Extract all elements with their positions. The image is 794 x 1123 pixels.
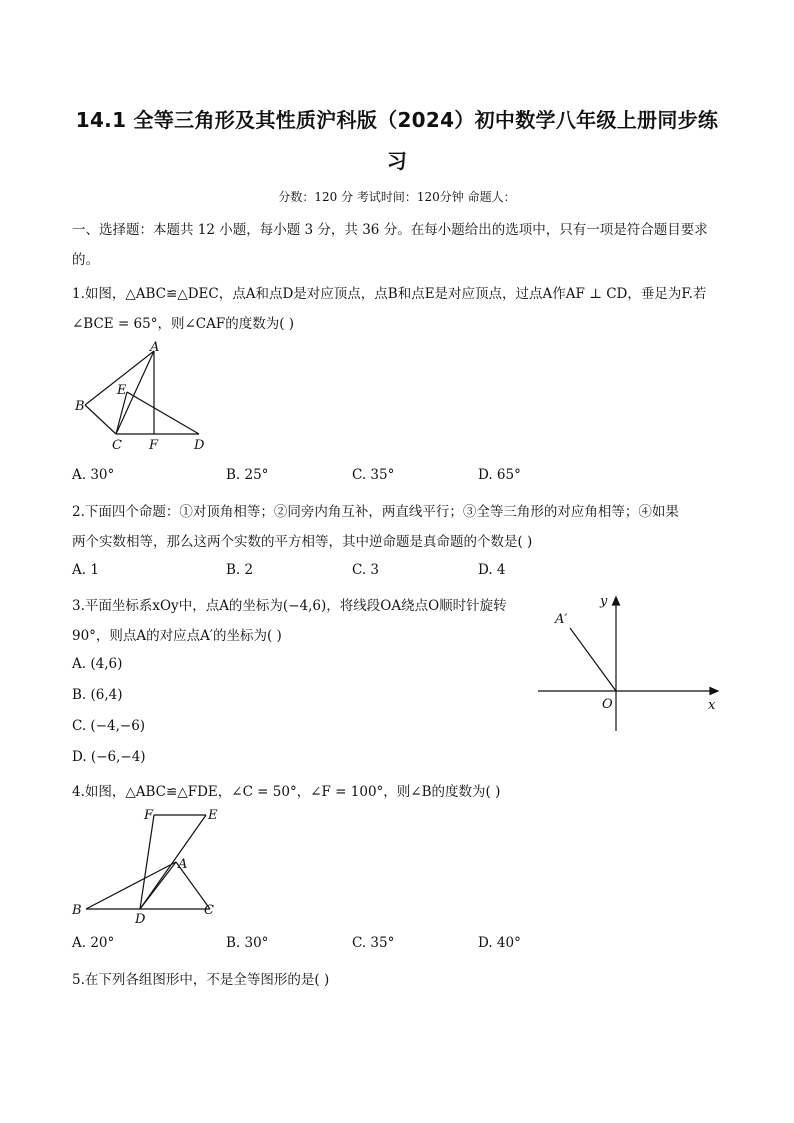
q4-segment-BA bbox=[86, 862, 176, 909]
q2-stem-cont: 两个实数相等，那么这两个实数的平方相等，其中逆命题是真命题的个数是( ) bbox=[72, 534, 533, 550]
q4-option-a[interactable]: A. 20° bbox=[72, 935, 115, 951]
q1-label-D: D bbox=[194, 438, 205, 453]
q4-label-C: C bbox=[204, 903, 214, 918]
q5-stem: 5.在下列各组图形中，不是全等图形的是( ) bbox=[72, 972, 330, 988]
q3-label-O: O bbox=[602, 697, 613, 712]
q2-stem: 2.下面四个命题：①对顶角相等；②同旁内角互补，两直线平行；③全等三角形的对应角相等；④如果 bbox=[72, 504, 679, 520]
q4-option-c[interactable]: C. 35° bbox=[352, 935, 395, 951]
q3-option-d[interactable]: D. (−6,−4) bbox=[72, 749, 146, 765]
q3-stem: 3.平面坐标系xOy中，点A的坐标为(−4,6)，将线段OA绕点O顺时针旋转 bbox=[72, 598, 507, 614]
q3-segment-OA-prime bbox=[570, 628, 616, 691]
q1-segment-ED bbox=[127, 392, 199, 434]
q1-figure bbox=[70, 338, 220, 458]
q4-label-E: E bbox=[208, 808, 218, 823]
q3-option-b[interactable]: B. (6,4) bbox=[72, 687, 123, 703]
q4-label-F: F bbox=[144, 808, 154, 823]
q3-option-c[interactable]: C. (−4,−6) bbox=[72, 718, 146, 734]
section-instructions-cont: 的。 bbox=[72, 252, 99, 268]
q4-segment-DF bbox=[140, 815, 154, 909]
q3-coordinate-figure bbox=[530, 588, 730, 736]
q3-label-y: y bbox=[600, 594, 608, 609]
page-title-continued: 习 bbox=[386, 149, 408, 173]
q2-option-b[interactable]: B. 2 bbox=[226, 562, 254, 578]
q1-label-E: E bbox=[117, 383, 127, 398]
q4-label-A: A bbox=[178, 857, 188, 872]
q1-option-a[interactable]: A. 30° bbox=[72, 467, 115, 483]
q3-x-axis-arrow bbox=[710, 688, 718, 695]
q1-label-B: B bbox=[75, 399, 85, 414]
q1-segment-BC bbox=[85, 405, 116, 434]
q2-option-d[interactable]: D. 4 bbox=[478, 562, 506, 578]
q2-option-c[interactable]: C. 3 bbox=[352, 562, 380, 578]
q1-label-F: F bbox=[149, 438, 159, 453]
q2-option-a[interactable]: A. 1 bbox=[72, 562, 99, 578]
q1-option-d[interactable]: D. 65° bbox=[478, 467, 521, 483]
q1-label-A: A bbox=[150, 340, 160, 355]
q4-segment-ED bbox=[140, 815, 206, 909]
q4-label-B: B bbox=[72, 903, 82, 918]
page-title: 14.1 全等三角形及其性质沪科版（2024）初中数学八年级上册同步练 bbox=[75, 108, 719, 132]
q1-stem-cont: ∠BCE = 65°，则∠CAF的度数为( ) bbox=[72, 316, 295, 332]
q4-label-D: D bbox=[135, 912, 146, 927]
q3-label-A-prime: A′ bbox=[555, 612, 568, 627]
q4-figure bbox=[66, 802, 236, 932]
q1-label-C: C bbox=[112, 438, 122, 453]
q1-stem: 1.如图，△ABC≌△DEC，点A和点D是对应顶点，点B和点E是对应顶点，过点A作AF ⊥ CD，垂足为F.若 bbox=[72, 286, 707, 302]
q3-option-a[interactable]: A. (4,6) bbox=[72, 656, 123, 672]
q4-option-b[interactable]: B. 30° bbox=[226, 935, 269, 951]
q1-option-b[interactable]: B. 25° bbox=[226, 467, 269, 483]
q1-option-c[interactable]: C. 35° bbox=[352, 467, 395, 483]
q4-option-d[interactable]: D. 40° bbox=[478, 935, 521, 951]
exam-meta: 分数：120 分 考试时间：120分钟 命题人： bbox=[278, 190, 516, 204]
q3-label-x: x bbox=[708, 698, 716, 713]
q4-stem: 4.如图，△ABC≌△FDE，∠C = 50°，∠F = 100°，则∠B的度数为( ) bbox=[72, 784, 501, 800]
section-instructions: 一、选择题：本题共 12 小题，每小题 3 分，共 36 分。在每小题给出的选项中，只有一项是符合题目要求 bbox=[72, 222, 708, 238]
q3-y-axis-arrow bbox=[613, 597, 620, 605]
q3-stem-cont: 90°，则点A的对应点A′的坐标为( ) bbox=[72, 628, 282, 644]
